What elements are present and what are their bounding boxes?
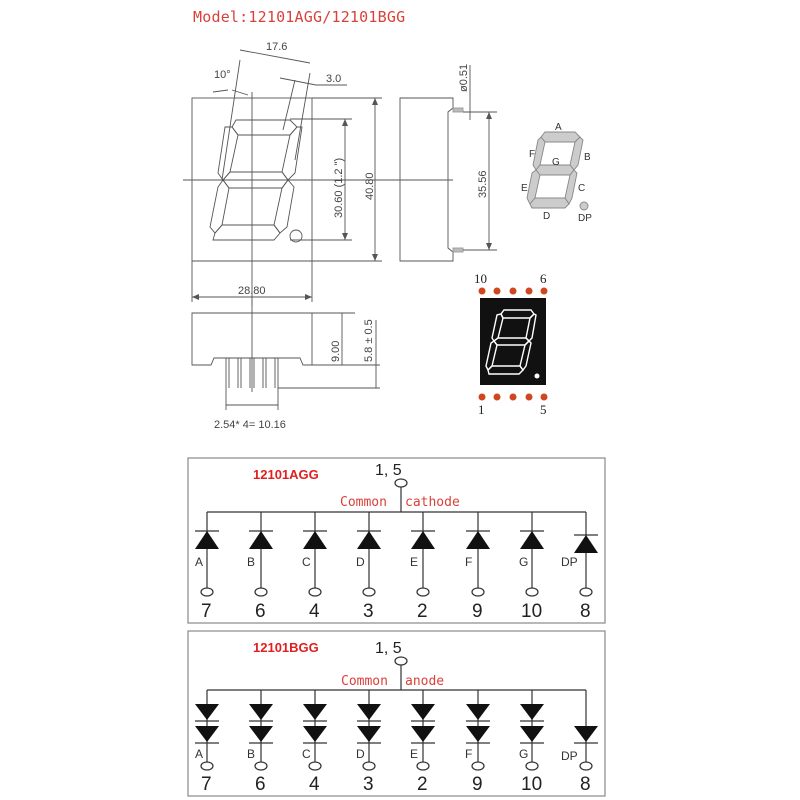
- seg-label-a: A: [555, 122, 562, 133]
- pinout-display: [479, 288, 548, 401]
- circuit1-common-label: Common: [340, 495, 387, 510]
- bottom-view-outline: [192, 300, 380, 410]
- seg-label-d: D: [543, 211, 551, 222]
- circuit2-common-label: Common: [341, 674, 388, 689]
- pin-label-10: 10: [474, 271, 487, 286]
- dim-pin-pitch: 2.54* 4= 10.16: [214, 419, 286, 431]
- model-title: Model:12101AGG/12101BGG: [193, 8, 406, 26]
- c2-seg-g: G: [519, 747, 529, 761]
- c1-seg-e: E: [410, 555, 419, 569]
- seg-label-e: E: [521, 183, 528, 194]
- c1-pin-f: 9: [472, 601, 483, 622]
- circuit1-common-pins: 1, 5: [375, 462, 402, 479]
- c2-seg-c: C: [302, 747, 311, 761]
- c1-seg-dp: DP: [561, 555, 578, 569]
- seg-label-g: G: [552, 157, 560, 168]
- dim-depth: 9.00: [330, 340, 342, 362]
- c1-seg-b: B: [247, 555, 256, 569]
- side-view-outline: [395, 65, 497, 261]
- c2-pin-d: 3: [363, 774, 374, 795]
- c1-pin-a: 7: [201, 601, 212, 622]
- c2-pin-f: 9: [472, 774, 483, 795]
- pin-label-6: 6: [540, 271, 547, 286]
- c1-pin-g: 10: [521, 601, 543, 622]
- dim-pin-diameter: ø0.51: [458, 63, 470, 92]
- c2-seg-f: F: [465, 747, 473, 761]
- dim-pin-length: 5.8 ± 0.5: [363, 319, 375, 362]
- dim-width-top: 17.6: [266, 41, 288, 53]
- pin-label-5: 5: [540, 402, 547, 417]
- c2-pin-e: 2: [417, 774, 428, 795]
- dim-width: 28.80: [238, 285, 266, 297]
- c2-pin-a: 7: [201, 774, 212, 795]
- c1-seg-c: C: [302, 555, 311, 569]
- c1-pin-dp: 8: [580, 601, 591, 622]
- circuit2-model: 12101BGG: [253, 640, 319, 655]
- dim-pin-span: 35.56: [477, 170, 489, 198]
- circuit2-common-type: anode: [405, 674, 445, 689]
- circuit2-common-pins: 1, 5: [375, 640, 402, 657]
- seg-label-dp: DP: [578, 213, 592, 224]
- c2-seg-e: E: [410, 747, 419, 761]
- circuit-common-cathode: [188, 458, 605, 623]
- circuit1-common-type: cathode: [405, 495, 460, 510]
- c1-pin-e: 2: [417, 601, 428, 622]
- c2-seg-d: D: [356, 747, 365, 761]
- c2-seg-dp: DP: [561, 749, 578, 763]
- seg-label-c: C: [578, 183, 586, 194]
- dim-height: 40.80: [364, 172, 376, 200]
- c2-pin-dp: 8: [580, 774, 591, 795]
- c1-seg-a: A: [195, 555, 204, 569]
- segment-diagram: [527, 132, 588, 210]
- c2-pin-b: 6: [255, 774, 266, 795]
- c1-seg-f: F: [465, 555, 473, 569]
- dim-angle: 10°: [214, 69, 231, 81]
- c1-pin-c: 4: [309, 601, 320, 622]
- c2-pin-c: 4: [309, 774, 320, 795]
- dim-digit-height: 30.60 (1.2 "): [333, 157, 345, 218]
- seg-label-f: F: [529, 149, 536, 160]
- c2-seg-a: A: [195, 747, 204, 761]
- dim-segment-width: 3.0: [326, 73, 342, 85]
- c1-seg-d: D: [356, 555, 365, 569]
- c1-pin-d: 3: [363, 601, 374, 622]
- pin-label-1: 1: [478, 402, 485, 417]
- circuit1-model: 12101AGG: [253, 467, 319, 482]
- c1-pin-b: 6: [255, 601, 266, 622]
- c2-seg-b: B: [247, 747, 256, 761]
- c1-seg-g: G: [519, 555, 529, 569]
- seg-label-b: B: [584, 152, 591, 163]
- c2-pin-g: 10: [521, 774, 543, 795]
